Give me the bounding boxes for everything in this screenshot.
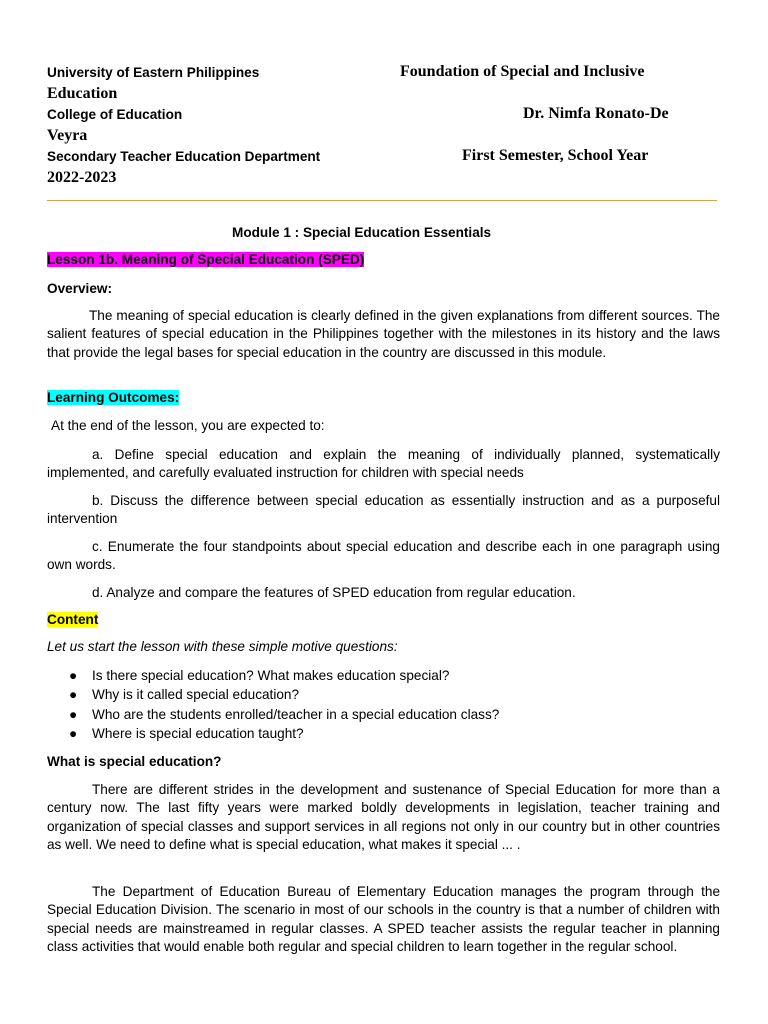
bullet-icon: ● (69, 726, 78, 742)
outcome-item-b: b. Discuss the difference between special education as essentially instruction and as a purposeful intervention (47, 493, 720, 527)
lesson-title-text: Lesson 1b. Meaning of Special Education (SPED) (47, 252, 365, 267)
overview-heading: Overview: (47, 281, 112, 296)
module-title: Module 1 : Special Education Essentials (232, 225, 492, 240)
list-item (47, 724, 720, 743)
what-is-paragraph-2: The Department of Education Bureau of Elementary Education manages the program through the Special Education Division. The scenario in most of our schools in the country is that a number of children with special needs are mainstreamed in regular classes. A SPED teacher assists the regular teacher in planning class activities that would enable both regular and special children to learn together in the regular school. (47, 884, 720, 955)
question-text: Who are the students enrolled/teacher in a special education class? (92, 706, 500, 722)
instructor-name: Dr. Nimfa Ronato-De (523, 105, 669, 122)
content-heading (47, 613, 98, 627)
course-title-continued: Education (47, 85, 118, 102)
motive-questions-list (47, 666, 720, 744)
question-text: Is there special education? What makes education special? (92, 668, 450, 683)
what-is-heading: What is special education? (47, 754, 222, 769)
question-text: Where is special education taught? (92, 726, 304, 742)
content-intro: Let us start the lesson with these simple motive questions: (47, 639, 398, 654)
question-text: Why is it called special education? (92, 687, 300, 703)
overview-paragraph: The meaning of special education is clearly defined in the given explanations from different sources. The salient features of special education in the Philippines together with the milestones in its history and the laws that provide the legal bases for special education in the country are discussed in this module. (47, 308, 720, 360)
university-name: University of Eastern Philippines (47, 65, 260, 80)
what-is-paragraph-1: There are different strides in the development and sustenance of Special Education for more than a century now. The last fifty years were marked boldly developments in legislation, teacher training and organization of special classes and support services in all regions not only in our country but in other countries as well. We need to define what is special education, what makes it special ... . (47, 782, 720, 853)
instructor-name-continued: Veyra (47, 127, 88, 144)
lesson-title (47, 253, 364, 267)
semester-label: First Semester, School Year (462, 147, 649, 164)
outcome-item-a: a. Define special education and explain the meaning of individually planned, systematically implemented, and carefully evaluated instruction for children with special needs (47, 447, 720, 481)
outcomes-intro: At the end of the lesson, you are expected to: (51, 418, 325, 433)
outcome-item-d: d. Analyze and compare the features of SPED education from regular education. (92, 585, 576, 600)
learning-outcomes-heading (47, 391, 179, 405)
college-name: College of Education (47, 107, 183, 122)
list-item (47, 685, 720, 704)
learning-outcomes-heading-text: Learning Outcomes: (47, 390, 180, 405)
content-heading-text: Content (47, 612, 99, 627)
bullet-icon: ● (69, 706, 78, 722)
list-item (47, 705, 720, 724)
school-year: 2022-2023 (47, 169, 117, 186)
course-title: Foundation of Special and Inclusive (400, 63, 645, 80)
list-item (47, 666, 720, 685)
bullet-icon: ● (69, 668, 78, 683)
outcome-item-c: c. Enumerate the four standpoints about special education and describe each in one paragraph using own words. (47, 539, 720, 573)
header-divider (47, 200, 717, 201)
bullet-icon: ● (69, 687, 78, 703)
department-name: Secondary Teacher Education Department (47, 149, 321, 164)
